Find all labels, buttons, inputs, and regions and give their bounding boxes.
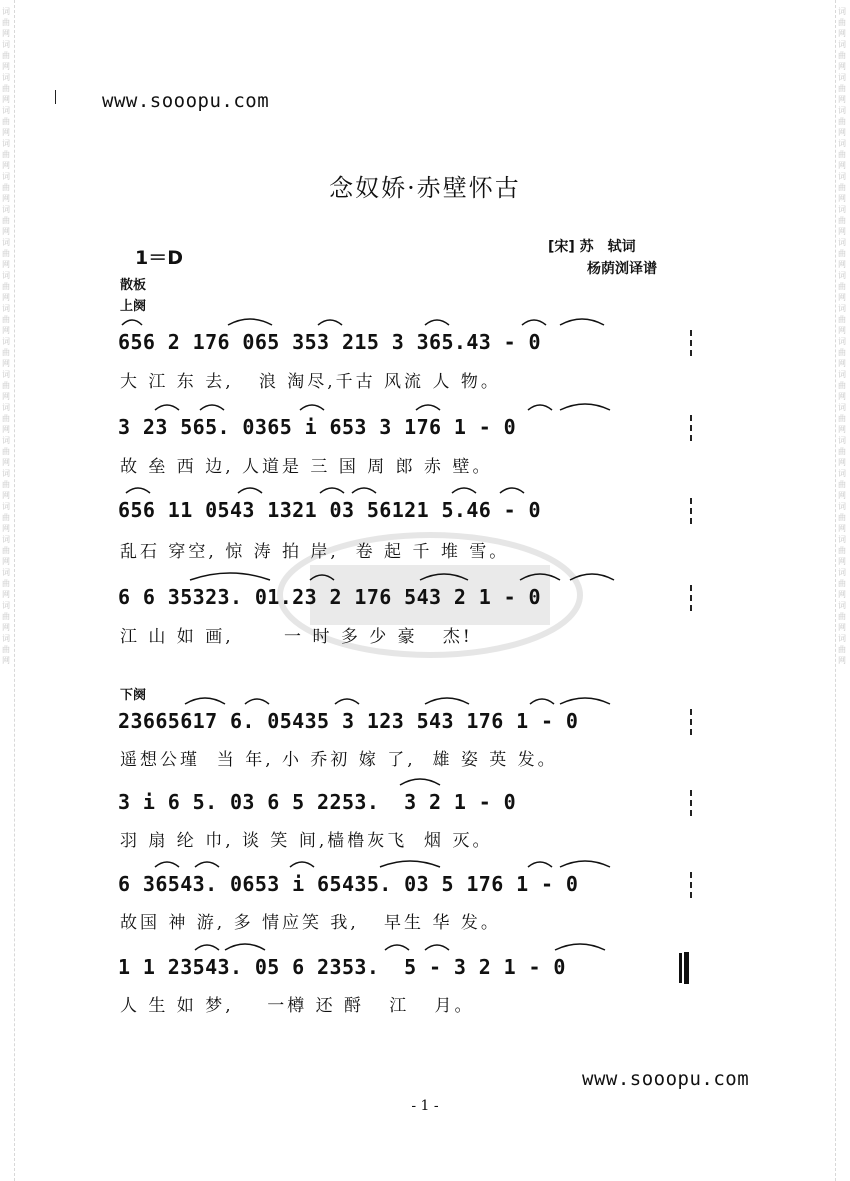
- slur-mark: [195, 945, 219, 950]
- slur-mark: [185, 698, 225, 704]
- tempo-marking: 散板: [120, 278, 147, 293]
- slur-mark: [560, 319, 604, 325]
- slur-mark: [555, 944, 605, 950]
- arranger-credit: 杨荫浏译谱: [587, 261, 657, 277]
- page-number: - 1 -: [411, 1098, 439, 1114]
- notation-line: 6 6 35323. 01.23 2 176 543 2 1 - 0: [118, 585, 541, 609]
- slur-mark: [528, 405, 552, 410]
- lyric-line: 乱石 穿空, 惊 涛 拍 岸, 卷 起 千 堆 雪。: [120, 542, 510, 562]
- lyric-line: 羽 扇 纶 巾, 谈 笑 间,樯橹灰飞 烟 灭。: [120, 831, 493, 851]
- slur-mark: [452, 488, 476, 493]
- slur-mark: [416, 405, 440, 410]
- slur-mark: [245, 699, 269, 704]
- lyric-line: 江 山 如 画, 一 时 多 少 豪 杰!: [120, 627, 473, 647]
- side-watermark-text: 词曲网词曲网词曲网词曲网词曲网词曲网词曲网词曲网词曲网词曲网词曲网词曲网词曲网词曲网词曲网词曲网词曲网词曲网词曲网词曲网: [838, 7, 846, 665]
- section-label-first: 上阕: [120, 299, 147, 314]
- slur-mark: [560, 404, 610, 410]
- slur-mark: [290, 862, 314, 867]
- slur-mark: [425, 698, 469, 704]
- slur-mark: [500, 488, 524, 493]
- dashed-barline: [690, 872, 692, 898]
- side-watermark-text: 词曲网词曲网词曲网词曲网词曲网词曲网词曲网词曲网词曲网词曲网词曲网词曲网词曲网词曲网词曲网词曲网词曲网词曲网词曲网词曲网: [2, 7, 10, 665]
- slur-mark: [155, 862, 179, 867]
- slur-mark: [385, 945, 409, 950]
- dashed-barline: [690, 709, 692, 735]
- notation-line: 656 11 0543 1321 03 56121 5.46 - 0: [118, 498, 541, 522]
- site-url-footer[interactable]: www.sooopu.com: [582, 1068, 750, 1090]
- dashed-barline: [690, 585, 692, 611]
- section-label-second: 下阕: [120, 688, 147, 703]
- slur-mark: [528, 862, 552, 867]
- notation-line: 656 2 176 065 353 215 3 365.43 - 0: [118, 330, 541, 354]
- notation-line: 23665617 6. 05435 3 123 543 176 1 - 0: [118, 709, 579, 733]
- dashed-barline: [690, 790, 692, 816]
- slur-mark: [228, 319, 272, 325]
- final-barline: [684, 952, 689, 984]
- lyric-line: 人 生 如 梦, 一樽 还 酹 江 月。: [120, 996, 475, 1016]
- notation-line: 3 i 6 5. 03 6 5 2253. 3 2 1 - 0: [118, 790, 517, 814]
- song-title: 念奴娇·赤壁怀古: [329, 174, 521, 202]
- slur-mark: [425, 320, 449, 325]
- notation-line: 1 1 23543. 05 6 2353. 5 - 3 2 1 - 0: [118, 955, 566, 979]
- lyricist-credit: [宋] 苏 轼词: [548, 239, 636, 255]
- lyric-line: 故 垒 西 边, 人道是 三 国 周 郎 赤 壁。: [120, 457, 493, 477]
- dashed-barline: [690, 330, 692, 356]
- slur-mark: [530, 699, 554, 704]
- slur-mark: [352, 488, 376, 493]
- dashed-barline: [690, 498, 692, 524]
- slur-mark: [425, 945, 449, 950]
- slur-mark: [122, 320, 142, 325]
- lyric-line: 故国 神 游, 多 情应笑 我, 早生 华 发。: [120, 913, 501, 933]
- slur-mark: [155, 405, 179, 410]
- slur-mark: [190, 573, 270, 580]
- key-signature: 1＝D: [135, 247, 183, 269]
- notation-line: 6 36543. 0653 i 65435. 03 5 176 1 - 0: [118, 872, 579, 896]
- slur-mark: [318, 320, 342, 325]
- slur-mark: [200, 405, 224, 410]
- margin-mark: [55, 90, 56, 104]
- slur-mark: [400, 779, 440, 785]
- slur-mark: [335, 699, 359, 704]
- slur-mark: [560, 861, 610, 867]
- notation-line: 3 23 565. 0365 i 653 3 176 1 - 0: [118, 415, 517, 439]
- slur-mark: [126, 488, 150, 493]
- lyric-line: 遥想公瑾 当 年, 小 乔初 嫁 了, 雄 姿 英 发。: [120, 750, 558, 770]
- slur-mark: [560, 698, 610, 704]
- slur-mark: [320, 488, 344, 493]
- slur-mark: [380, 861, 440, 867]
- slur-mark: [225, 944, 265, 950]
- dashed-barline: [690, 415, 692, 441]
- site-url-header[interactable]: www.sooopu.com: [102, 90, 270, 112]
- slur-mark: [238, 488, 262, 493]
- slur-mark: [300, 405, 324, 410]
- slur-mark: [522, 320, 546, 325]
- lyric-line: 大 江 东 去, 浪 淘尽,千古 风流 人 物。: [120, 372, 501, 392]
- slur-mark: [195, 862, 219, 867]
